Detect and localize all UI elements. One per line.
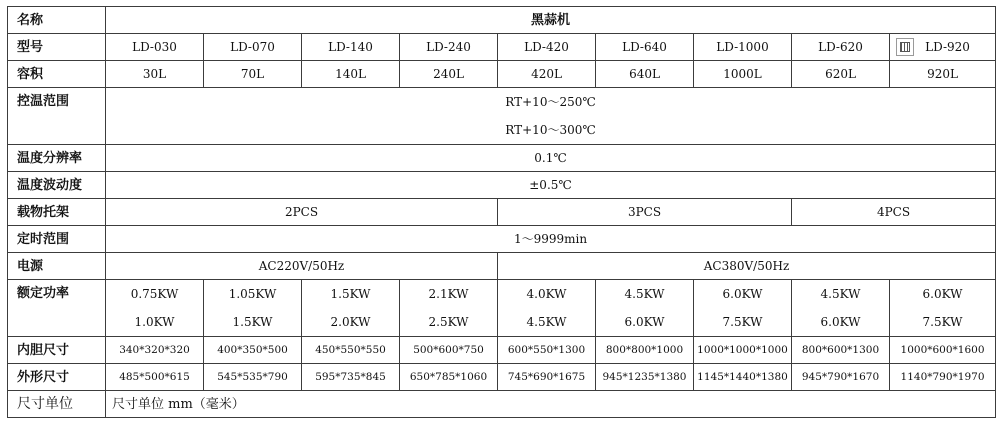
- row-temp-resolution: [8, 145, 996, 172]
- volume-cell: 240L: [400, 61, 498, 88]
- rated-power-min: 6.0KW: [722, 287, 763, 301]
- outer-size-cell: 945*1235*1380: [596, 364, 694, 391]
- inner-size-cell: 400*350*500: [204, 337, 302, 364]
- row-model: [8, 34, 996, 61]
- rated-power-cell: [596, 280, 694, 337]
- model-cell: LD-070: [204, 34, 302, 61]
- rated-power-cell: [890, 280, 996, 337]
- shelves-group-3: 4PCS: [792, 199, 996, 226]
- rated-power-min: 0.75KW: [130, 287, 179, 301]
- product-name: 黑蒜机: [106, 7, 996, 34]
- outer-size-cell: 945*790*1670: [792, 364, 890, 391]
- label-inner-size: 内胆尺寸: [8, 337, 106, 364]
- row-shelves: [8, 199, 996, 226]
- rated-power-cell: [106, 280, 204, 337]
- rated-power-min: 1.05KW: [228, 287, 277, 301]
- row-size-unit: [8, 391, 996, 418]
- label-rated-power: 额定功率: [8, 280, 106, 337]
- timer-range-value: 1～9999min: [106, 226, 996, 253]
- temp-fluctuation-value: ±0.5℃: [106, 172, 996, 199]
- rated-power-max: 7.5KW: [922, 315, 963, 329]
- rated-power-cell: [204, 280, 302, 337]
- rated-power-min: 6.0KW: [922, 287, 963, 301]
- inner-size-cell: 600*550*1300: [498, 337, 596, 364]
- row-temp-fluctuation: [8, 172, 996, 199]
- inner-size-cell: 800*600*1300: [792, 337, 890, 364]
- power-supply-220: AC220V/50Hz: [106, 253, 498, 280]
- temp-range-1: RT+10～250℃: [505, 95, 596, 109]
- qr-code-icon[interactable]: [896, 38, 914, 56]
- rated-power-min: 2.1KW: [428, 287, 469, 301]
- rated-power-cell: [694, 280, 792, 337]
- spec-table: [7, 6, 996, 418]
- model-cell: LD-1000: [694, 34, 792, 61]
- shelves-group-2: 3PCS: [498, 199, 792, 226]
- label-volume: 容积: [8, 61, 106, 88]
- volume-cell: 920L: [890, 61, 996, 88]
- label-power-supply: 电源: [8, 253, 106, 280]
- model-cell: LD-140: [302, 34, 400, 61]
- shelves-group-1: 2PCS: [106, 199, 498, 226]
- volume-cell: 70L: [204, 61, 302, 88]
- outer-size-cell: 745*690*1675: [498, 364, 596, 391]
- volume-cell: 420L: [498, 61, 596, 88]
- inner-size-cell: 500*600*750: [400, 337, 498, 364]
- rated-power-max: 4.5KW: [526, 315, 567, 329]
- label-temp-resolution: 温度分辨率: [8, 145, 106, 172]
- model-text: LD-920: [925, 40, 970, 54]
- size-unit-value: 尺寸单位 mm（毫米）: [106, 391, 996, 418]
- model-cell: LD-420: [498, 34, 596, 61]
- rated-power-min: 4.5KW: [624, 287, 665, 301]
- rated-power-max: 2.0KW: [330, 315, 371, 329]
- outer-size-cell: 1140*790*1970: [890, 364, 996, 391]
- volume-cell: 1000L: [694, 61, 792, 88]
- label-shelves: 载物托架: [8, 199, 106, 226]
- rated-power-max: 1.5KW: [232, 315, 273, 329]
- volume-cell: 140L: [302, 61, 400, 88]
- row-timer-range: [8, 226, 996, 253]
- rated-power-max: 6.0KW: [820, 315, 861, 329]
- volume-cell: 30L: [106, 61, 204, 88]
- inner-size-cell: 340*320*320: [106, 337, 204, 364]
- inner-size-cell: 450*550*550: [302, 337, 400, 364]
- rated-power-max: 7.5KW: [722, 315, 763, 329]
- rated-power-cell: [400, 280, 498, 337]
- temp-range-2: RT+10～300℃: [505, 123, 596, 137]
- outer-size-cell: 595*735*845: [302, 364, 400, 391]
- row-inner-size: [8, 337, 996, 364]
- label-model: 型号: [8, 34, 106, 61]
- label-timer-range: 定时范围: [8, 226, 106, 253]
- temp-range-cell: [106, 88, 996, 145]
- volume-cell: 620L: [792, 61, 890, 88]
- label-temp-fluctuation: 温度波动度: [8, 172, 106, 199]
- inner-size-cell: 1000*600*1600: [890, 337, 996, 364]
- rated-power-max: 2.5KW: [428, 315, 469, 329]
- label-size-unit: 尺寸单位: [8, 391, 106, 418]
- row-volume: [8, 61, 996, 88]
- inner-size-cell: 800*800*1000: [596, 337, 694, 364]
- temp-resolution-value: 0.1℃: [106, 145, 996, 172]
- rated-power-cell: [498, 280, 596, 337]
- label-name: 名称: [8, 7, 106, 34]
- outer-size-cell: 545*535*790: [204, 364, 302, 391]
- outer-size-cell: 650*785*1060: [400, 364, 498, 391]
- model-cell-last: [890, 34, 996, 61]
- outer-size-cell: 1145*1440*1380: [694, 364, 792, 391]
- outer-size-cell: 485*500*615: [106, 364, 204, 391]
- label-outer-size: 外形尺寸: [8, 364, 106, 391]
- label-temp-range: 控温范围: [8, 88, 106, 145]
- rated-power-min: 1.5KW: [330, 287, 371, 301]
- rated-power-cell: [302, 280, 400, 337]
- row-temp-range: [8, 88, 996, 145]
- row-name: [8, 7, 996, 34]
- rated-power-max: 1.0KW: [134, 315, 175, 329]
- model-cell: LD-640: [596, 34, 694, 61]
- row-outer-size: [8, 364, 996, 391]
- row-power-supply: [8, 253, 996, 280]
- rated-power-min: 4.0KW: [526, 287, 567, 301]
- inner-size-cell: 1000*1000*1000: [694, 337, 792, 364]
- volume-cell: 640L: [596, 61, 694, 88]
- row-rated-power: [8, 280, 996, 337]
- model-cell: LD-240: [400, 34, 498, 61]
- power-supply-380: AC380V/50Hz: [498, 253, 996, 280]
- rated-power-cell: [792, 280, 890, 337]
- rated-power-min: 4.5KW: [820, 287, 861, 301]
- rated-power-max: 6.0KW: [624, 315, 665, 329]
- model-cell: LD-620: [792, 34, 890, 61]
- model-cell: LD-030: [106, 34, 204, 61]
